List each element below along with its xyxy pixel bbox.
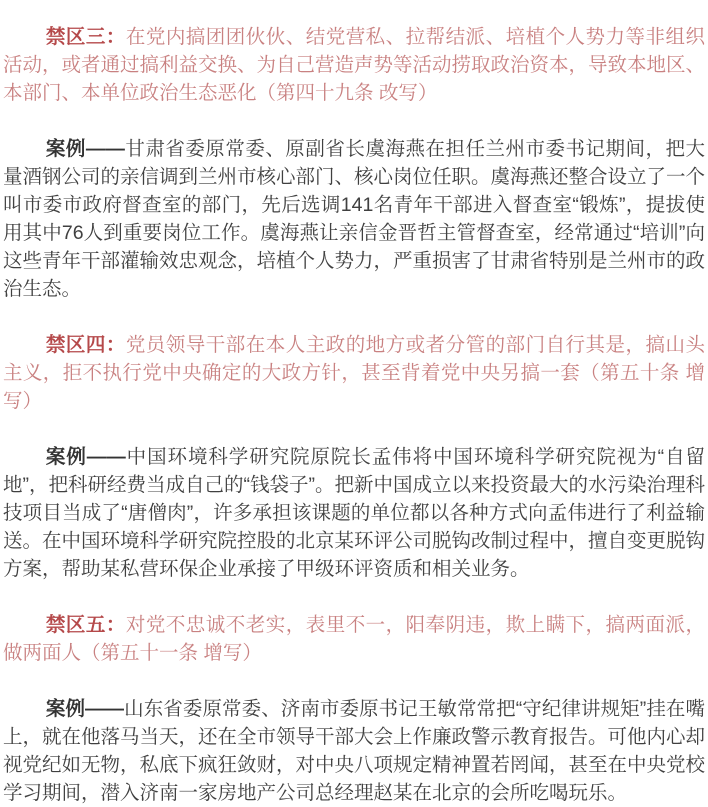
rule-label-4: 禁区四： bbox=[45, 334, 126, 356]
rule-text-5: 对党不忠诚不老实，表里不一，阳奉阴违，欺上瞒下，搞两面派，做两面人（第五十一条 增写） bbox=[3, 614, 705, 664]
rule-paragraph-3 bbox=[3, 23, 705, 107]
rule-label-3: 禁区三： bbox=[45, 26, 126, 48]
case-text-1: 甘肃省委原常委、原副省长虞海燕在担任兰州市委书记期间，把大量酒钢公司的亲信调到兰州市核心部门、核心岗位任职。虞海燕还整合设立了一个叫市委市政府督查室的部门，先后选调141名青年干部进入督查室“锻炼”，提拔使用其中76人到重要岗位工作。虞海燕让亲信金晋哲主管督查室，经常通过“培训”向这些青年干部灌输效忠观念，培植个人势力，严重损害了甘肃省特别是兰州市的政治生态。 bbox=[3, 138, 706, 300]
case-text-3: 山东省委原常委、济南市委原书记王敏常常把“守纪律讲规矩”挂在嘴上，就在他落马当天，还在全市领导干部大会上作廉政警示教育报告。可他内心却视党纪如无物，私底下疯狂敛财，对中央八项规定精神置若罔闻，甚至在中央党校学习期间，潜入济南一家房地产公司总经理赵某在北京的会所吃喝玩乐。 bbox=[3, 698, 706, 804]
case-paragraph-1 bbox=[3, 135, 705, 303]
rule-text-3: 在党内搞团团伙伙、结党营私、拉帮结派、培植个人势力等非组织活动，或者通过搞利益交换、为自己营造声势等活动捞取政治资本，导致本地区、本部门、本单位政治生态恶化（第四十九条 改写） bbox=[3, 26, 706, 104]
rule-paragraph-5 bbox=[3, 611, 705, 667]
case-text-2: 中国环境科学研究院原院长孟伟将中国环境科学研究院视为“自留地”，把科研经费当成自己的“钱袋子”。把新中国成立以来投资最大的水污染治理科技项目当成了“唐僧肉”，许多承担该课题的单位都以各种方式向孟伟进行了利益输送。在中国环境科学研究院控股的北京某环评公司脱钩改制过程中，擅自变更脱钩方案，帮助某私营环保企业承接了甲级环评资质和相关业务。 bbox=[3, 446, 706, 580]
rule-label-5: 禁区五： bbox=[45, 614, 126, 636]
case-label-1: 案例—— bbox=[45, 138, 125, 160]
case-paragraph-3 bbox=[3, 695, 705, 807]
case-paragraph-2 bbox=[3, 443, 705, 583]
case-label-3: 案例—— bbox=[45, 698, 125, 720]
case-label-2: 案例—— bbox=[45, 446, 126, 468]
rule-paragraph-4 bbox=[3, 331, 705, 415]
rule-text-4: 党员领导干部在本人主政的地方或者分管的部门自行其是，搞山头主义，拒不执行党中央确定的大政方针，甚至背着党中央另搞一套（第五十条 增写） bbox=[3, 334, 705, 412]
